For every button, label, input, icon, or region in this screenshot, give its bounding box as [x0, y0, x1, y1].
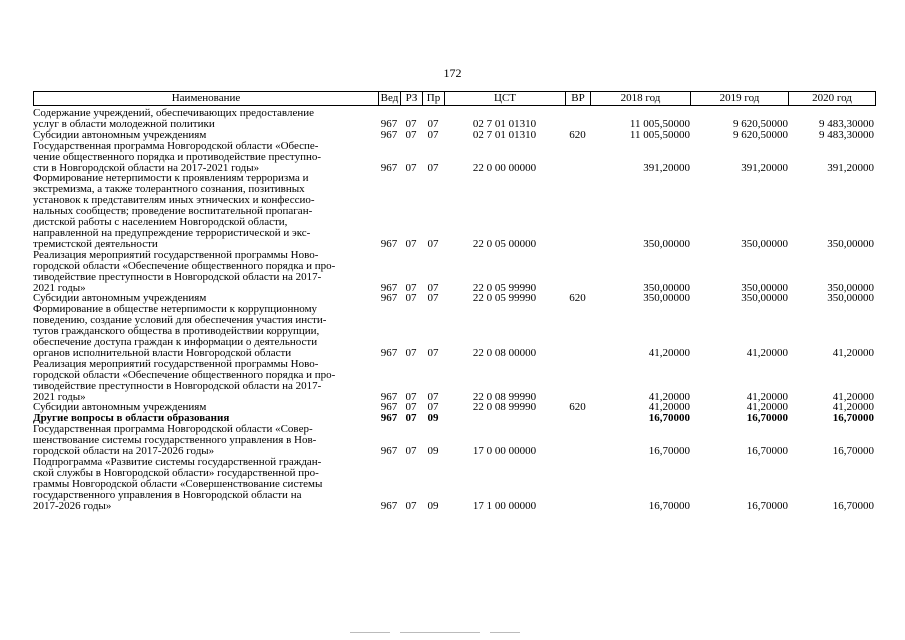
cell-cst: 22 0 05 99990 [472, 292, 537, 305]
row-name-line: услуг в области молодежной политики [33, 117, 215, 130]
cell-pr: 07 [427, 237, 439, 250]
row-name-line: нальных сообществ; проведение воспитательной пропаган- [33, 205, 313, 218]
row-name-line: Другие вопросы в области образования [33, 412, 230, 425]
cell-ved: 967 [380, 117, 398, 130]
cell-ved: 967 [380, 412, 398, 425]
row-name-line: тиводействие преступности в Новгородской области на 2017- [33, 270, 322, 283]
table-header [33, 91, 876, 106]
cell-y2018: 41,20000 [648, 390, 690, 403]
row-name [33, 108, 378, 130]
cell-y2020: 9 483,30000 [819, 117, 874, 130]
cell-rz: 07 [405, 390, 417, 403]
cell-ved: 967 [380, 292, 398, 305]
row-name-line: граммы Новгородской области «Совершенствование системы [33, 477, 323, 490]
cell-y2020: 16,70000 [832, 499, 874, 512]
cell-cst: 02 7 01 01310 [472, 117, 537, 130]
cell-ved: 967 [380, 161, 398, 174]
cell-ved: 967 [380, 445, 398, 458]
cell-y2018: 350,00000 [643, 237, 690, 250]
cell-pr: 09 [427, 499, 439, 512]
cell-y2020: 16,70000 [832, 445, 874, 458]
header-rz: РЗ [401, 92, 423, 105]
row-name [33, 250, 378, 294]
cell-y2019: 41,20000 [746, 346, 788, 359]
row-name-line: Государственная программа Новгородской области «Обеспе- [33, 139, 319, 152]
cell-y2019: 16,70000 [746, 445, 788, 458]
row-name-line: городской области на 2017-2026 годы» [33, 445, 215, 458]
cell-y2018: 11 005,50000 [629, 117, 690, 130]
cell-y2018: 391,20000 [643, 161, 690, 174]
header-pr: Пр [423, 92, 445, 105]
cell-rz: 07 [405, 412, 417, 425]
cell-rz: 07 [405, 346, 417, 359]
cell-rz: 07 [405, 401, 417, 414]
cell-y2018: 16,70000 [648, 499, 690, 512]
cell-y2018: 350,00000 [643, 281, 690, 294]
row-name-line: Субсидии автономным учреждениям [33, 292, 207, 305]
cell-cst: 22 0 05 00000 [472, 237, 537, 250]
cell-y2019: 350,00000 [741, 292, 788, 305]
row-name-line: 2021 годы» [33, 281, 86, 294]
cell-y2018: 41,20000 [648, 346, 690, 359]
table-row [33, 173, 876, 249]
table-row [33, 424, 876, 457]
row-name-line: городской области «Обеспечение общественного порядка и про- [33, 368, 336, 381]
cell-cst: 17 0 00 00000 [472, 445, 537, 458]
cell-y2020: 16,70000 [832, 412, 874, 425]
cell-y2018: 350,00000 [643, 292, 690, 305]
cell-y2020: 41,20000 [832, 346, 874, 359]
cell-cst: 17 1 00 00000 [472, 499, 537, 512]
cell-rz: 07 [405, 292, 417, 305]
cell-cst: 22 0 00 00000 [472, 161, 537, 174]
row-name-line: органов исполнительной власти Новгородской области [33, 346, 292, 359]
row-name-line: дистской работы с населением Новгородской области, [33, 216, 288, 229]
cell-cst: 22 0 08 99990 [472, 401, 537, 414]
cell-ved: 967 [380, 281, 398, 294]
table-row [33, 250, 876, 294]
cell-rz: 07 [405, 117, 417, 130]
cell-vr: 620 [569, 292, 586, 305]
cell-y2020: 41,20000 [832, 401, 874, 414]
row-name-line: установок к представителям иных этнических и конфессио- [33, 194, 315, 207]
cell-rz: 07 [405, 499, 417, 512]
row-name-line: Подпрограмма «Развитие системы государственной граждан- [33, 456, 322, 468]
cell-y2020: 350,00000 [827, 281, 874, 294]
header-cst: ЦСТ [445, 92, 566, 105]
cell-pr: 09 [427, 412, 439, 425]
row-name-line: поведению, создание условий для обеспечения участия инсти- [33, 314, 327, 327]
row-name-line: тиводействие преступности в Новгородской области на 2017- [33, 379, 322, 392]
header-ved: Вед [379, 92, 401, 105]
row-name [33, 424, 378, 457]
cell-vr: 620 [569, 128, 586, 141]
cell-y2020: 350,00000 [827, 237, 874, 250]
cell-vr: 620 [569, 401, 586, 414]
cell-pr: 07 [427, 117, 439, 130]
cell-ved: 967 [380, 401, 398, 414]
cell-y2019: 350,00000 [741, 281, 788, 294]
row-name-line: государственного управления в Новгородской области на [33, 488, 302, 501]
cell-y2020: 9 483,30000 [819, 128, 874, 141]
row-name-line: обеспечение доступа граждан к информации о деятельности [33, 336, 318, 349]
cell-cst: 02 7 01 01310 [472, 128, 537, 141]
row-name-line: 2021 годы» [33, 390, 86, 403]
cell-y2019: 16,70000 [746, 499, 788, 512]
row-name-line: сти в Новгородской области на 2017-2021 годы» [33, 161, 260, 174]
table-body [33, 108, 876, 512]
header-2019: 2019 год [691, 92, 789, 105]
row-name-line: Государственная программа Новгородской области «Совер- [33, 423, 313, 436]
cell-y2019: 350,00000 [741, 237, 788, 250]
row-name-line: Реализация мероприятий государственной программы Ново- [33, 248, 319, 261]
row-name-line: Содержание учреждений, обеспечивающих предоставление [33, 107, 314, 119]
cell-rz: 07 [405, 161, 417, 174]
table-row [33, 457, 876, 512]
row-name-line: городской области «Обеспечение общественного порядка и про- [33, 259, 336, 272]
cell-pr: 07 [427, 292, 439, 305]
table-row [33, 108, 876, 130]
cell-pr: 07 [427, 128, 439, 141]
cell-pr: 09 [427, 445, 439, 458]
header-2018: 2018 год [591, 92, 691, 105]
cell-ved: 967 [380, 346, 398, 359]
row-name-line: направленной на предупреждение террористической и экс- [33, 226, 311, 239]
row-name-line: Субсидии автономным учреждениям [33, 401, 207, 414]
row-name-line: экстремизма, а также толерантного сознания, позитивных [33, 183, 305, 196]
row-name [33, 359, 378, 403]
cell-y2018: 11 005,50000 [629, 128, 690, 141]
header-2020: 2020 год [812, 92, 852, 104]
row-name-line: чение общественного порядка и противодействие преступно- [33, 150, 322, 163]
cell-y2020: 350,00000 [827, 292, 874, 305]
row-name-line: Реализация мероприятий государственной программы Ново- [33, 357, 319, 370]
cell-pr: 07 [427, 401, 439, 414]
cell-pr: 07 [427, 161, 439, 174]
row-name-line: 2017-2026 годы» [33, 499, 112, 512]
cell-y2019: 16,70000 [746, 412, 788, 425]
cell-y2019: 41,20000 [746, 401, 788, 414]
cell-pr: 07 [427, 281, 439, 294]
cell-rz: 07 [405, 237, 417, 250]
cell-ved: 967 [380, 390, 398, 403]
row-name [33, 173, 378, 249]
cell-y2019: 9 620,50000 [733, 128, 788, 141]
cell-rz: 07 [405, 445, 417, 458]
row-name-line: тремистской деятельности [33, 237, 158, 250]
cell-ved: 967 [380, 237, 398, 250]
cell-pr: 07 [427, 346, 439, 359]
row-name-line: Формирование в обществе нетерпимости к коррупционному [33, 303, 318, 316]
cell-y2018: 16,70000 [648, 412, 690, 425]
table-row [33, 304, 876, 359]
header-vr: ВР [566, 92, 591, 105]
row-name-line: Формирование нетерпимости к проявлениям терроризма и [33, 172, 309, 185]
cell-rz: 07 [405, 128, 417, 141]
row-name [33, 304, 378, 359]
cell-rz: 07 [405, 281, 417, 294]
row-name-line: Субсидии автономным учреждениям [33, 128, 207, 141]
page-number: 172 [443, 66, 462, 80]
cell-cst: 22 0 08 00000 [472, 346, 537, 359]
table-row [33, 359, 876, 403]
cell-y2019: 391,20000 [741, 161, 788, 174]
row-name-line: ской службы в Новгородской области» государственной про- [33, 466, 319, 479]
row-name-line: тутов гражданского общества в противодействии коррупции, [33, 325, 320, 338]
cell-y2019: 9 620,50000 [733, 117, 788, 130]
cell-y2020: 41,20000 [832, 390, 874, 403]
row-name [33, 141, 378, 174]
cell-pr: 07 [427, 390, 439, 403]
cell-cst: 22 0 08 99990 [472, 390, 537, 403]
cell-y2019: 41,20000 [746, 390, 788, 403]
table-row [33, 141, 876, 174]
cell-y2020: 391,20000 [827, 161, 874, 174]
cell-ved: 967 [380, 499, 398, 512]
row-name-line: шенствование системы государственного управления в Нов- [33, 434, 317, 447]
cell-y2018: 16,70000 [648, 445, 690, 458]
cell-ved: 967 [380, 128, 398, 141]
header-name: Наименование [34, 92, 379, 105]
cell-cst: 22 0 05 99990 [472, 281, 537, 294]
cell-y2018: 41,20000 [648, 401, 690, 414]
row-name [33, 457, 378, 512]
